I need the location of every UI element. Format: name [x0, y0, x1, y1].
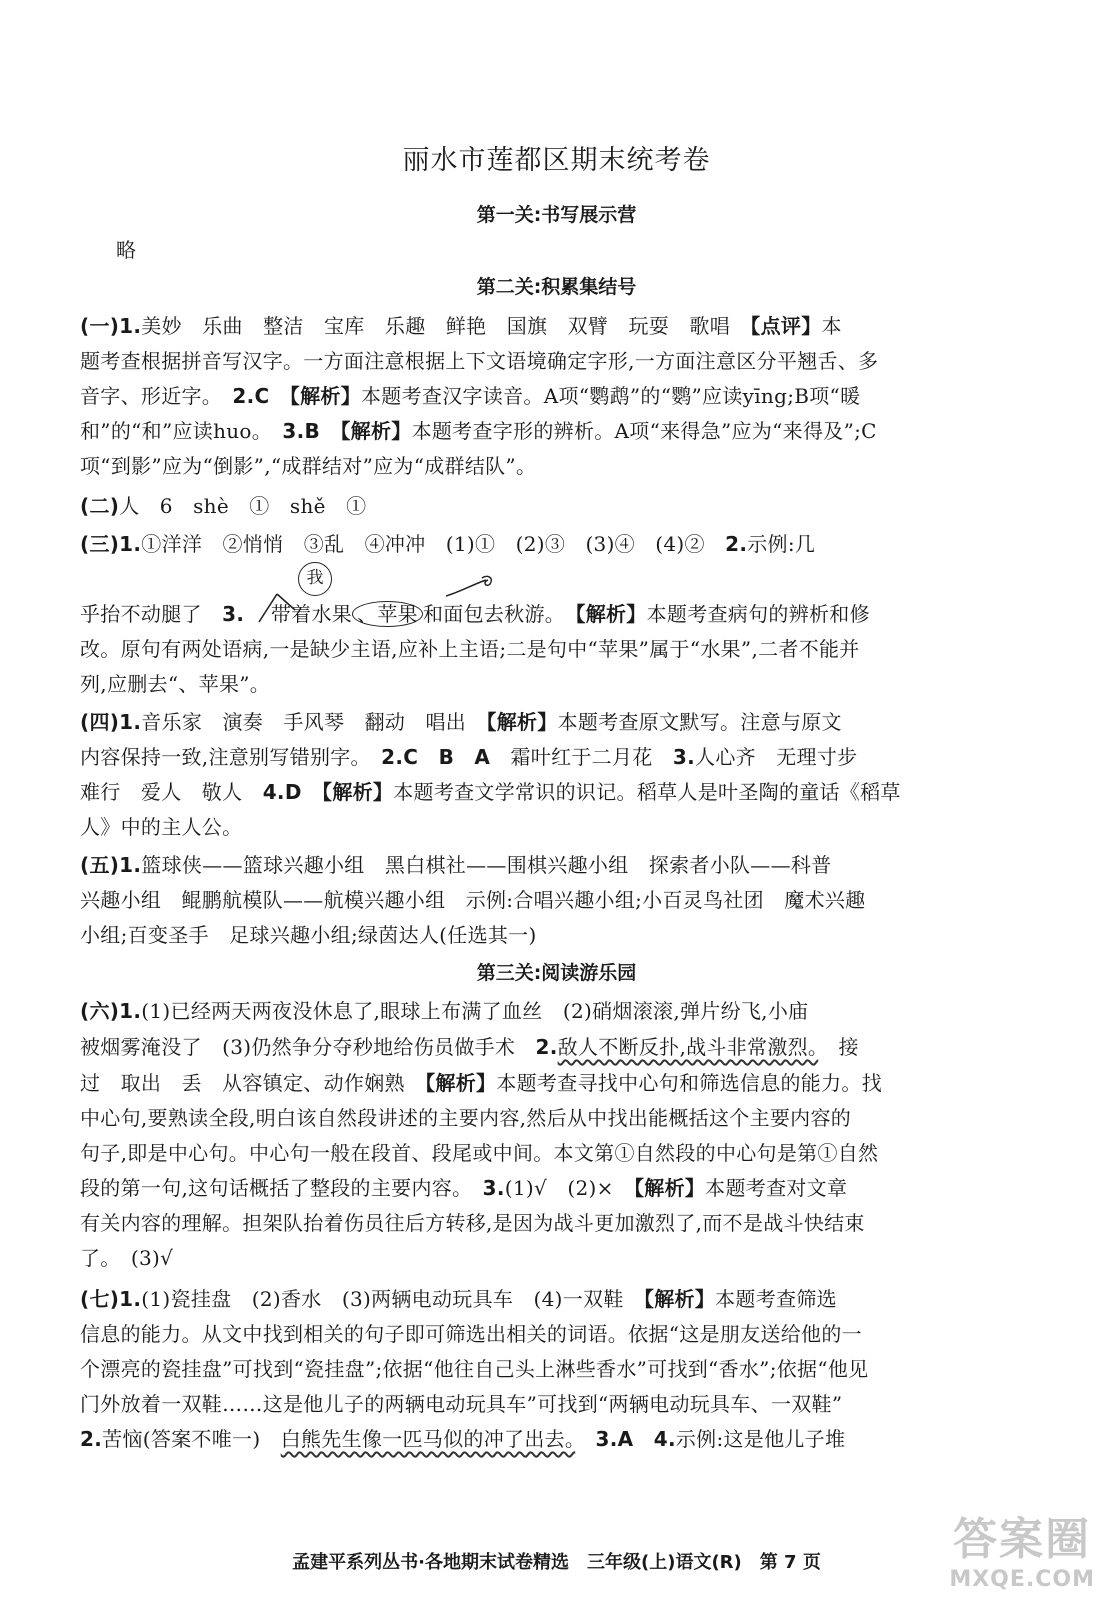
answer-text: 示例:几: [747, 532, 816, 556]
text-line: [80, 1423, 1053, 1452]
answer-text: 本题考查文学常识的识记。稻草人是叶圣陶的童话《稻草: [393, 780, 901, 804]
page-footer: 孟建平系列丛书·各地期末试卷精选 三年级(上)语文(R) 第 7 页: [292, 1552, 821, 1573]
answer-text: 美妙 乐曲 整洁 宝库 乐趣 鲜艳 国旗 双臂 玩耍 歌唱: [141, 314, 751, 338]
underlined-sentence: 敌人不断反扑,战斗非常激烈。: [557, 1035, 819, 1059]
answer-text: 霜叶红于二月花: [490, 745, 673, 769]
text-line: [80, 1283, 1053, 1312]
question-number: 2.: [535, 1035, 558, 1059]
answer-text: 本题考查寻找中心句和筛选信息的能力。找: [496, 1071, 883, 1095]
text-line: [80, 995, 1053, 1024]
answer-text: 带着水果: [270, 602, 353, 626]
answer-text: 段的第一句,这句话概括了整段的主要内容。: [80, 1176, 483, 1200]
text-line: 兴趣小组 鲲鹏航模队——航模兴趣小组 示例:合唱兴趣小组;小百灵鸟社团 魔术兴趣: [80, 888, 866, 912]
question-tag: (三)1.: [80, 532, 142, 556]
answer-text: 本题考查汉字读音。A项“鹦鹉”的“鹦”应读yīng;B项“暖: [361, 384, 861, 408]
answer-text: 本题考查字形的辨析。A项“来得急”应为“来得及”;C: [411, 419, 877, 443]
question-tag: (二): [80, 494, 120, 518]
question-tag: (四)1.: [80, 710, 142, 734]
analysis-tag: 3.B 【解析】: [282, 419, 412, 443]
question-tag: (五)1.: [80, 853, 142, 877]
answer-text: 篮球侠——篮球兴趣小组 黑白棋社——围棋兴趣小组 探索者小队——科普: [141, 853, 832, 877]
text-line: 句子,即是中心句。中心句一般在段首、段尾或中间。本文第①自然段的中心句是第①自然: [80, 1141, 879, 1165]
question-number: 3.: [222, 602, 245, 626]
answer-text: 乎抬不动腿了: [80, 602, 223, 626]
text-line: 中心句,要熟读全段,明白该自然段讲述的主要内容,然后从中找出能概括这个主要内容的: [80, 1106, 852, 1130]
text-line: 个漂亮的瓷挂盘”可找到“瓷挂盘”;依据“他往自己头上淋些香水”可找到“香水”;依据“他见: [80, 1357, 869, 1381]
text-line: [80, 741, 1053, 770]
text-line: [80, 1172, 1053, 1201]
text-line: 改。原句有两处语病,一是缺少主语,应补上主语;二是句中“苹果”属于“水果”,二者不能并: [80, 637, 860, 661]
analysis-tag: 【解析】: [425, 1071, 497, 1095]
answer-text: 人心齐 无理寸步: [695, 745, 858, 769]
answer-text: (1)瓷挂盘 (2)香水 (3)两辆电动玩具车 (4)一双鞋: [141, 1287, 644, 1311]
comment-tag: 【点评】: [750, 314, 822, 338]
text-line: [80, 598, 1053, 627]
answer-text: 本题考查病句的辨析和修: [646, 602, 870, 626]
answer-text: 音字、形近字。: [80, 384, 233, 408]
answer-text: 本: [821, 314, 842, 338]
page-title: 丽水市莲都区期末统考卷: [402, 145, 711, 176]
answer-text: ①洋洋 ②悄悄 ③乱 ④冲冲 (1)① (2)③ (3)④ (4)②: [141, 532, 726, 556]
answer-text: (1)√ (2)×: [504, 1176, 634, 1200]
underlined-sentence: 白熊先生像一匹马似的冲了出去。: [280, 1427, 576, 1451]
text-line: 小组;百变圣手 足球兴趣小组;绿茵达人(任选其一): [80, 923, 537, 947]
text-line: [80, 380, 1053, 409]
answer-text: 和面包去秋游。: [422, 602, 576, 626]
text-line: [80, 1031, 1053, 1060]
text-line: 门外放着一双鞋……这是他儿子的两辆电动玩具车”可找到“两辆电动玩具车、一双鞋”: [80, 1392, 843, 1416]
answer-text: 和”的“和”应读huo。: [80, 419, 283, 443]
answer-text: 本题考查筛选: [715, 1287, 837, 1311]
answer-text: 人 6 shè ① shě ①: [119, 494, 367, 518]
inserted-word-circle: 我: [298, 562, 332, 596]
analysis-tag: 2.C 【解析】: [232, 384, 361, 408]
text-line: [80, 528, 1053, 557]
answer-text: 被烟雾淹没了 (3)仍然争分夺秒地给伤员做手术: [80, 1035, 536, 1059]
question-number: 2.: [725, 532, 748, 556]
answer-text: 音乐家 演奏 手风琴 翻动 唱出: [141, 710, 487, 734]
question-number: 3.A 4.: [575, 1427, 676, 1451]
analysis-tag: 【解析】: [486, 710, 558, 734]
answer-text: 过 取出 丢 从容镇定、动作娴熟: [80, 1071, 426, 1095]
text-line: 人》中的主人公。: [80, 815, 243, 839]
section-1-body: 略: [116, 238, 137, 262]
question-number: 2.: [80, 1427, 103, 1451]
question-number: 3.: [482, 1176, 505, 1200]
text-line: 了。 (3)√: [80, 1246, 174, 1270]
watermark-logo: [949, 1503, 1095, 1592]
section-heading-3: 第三关:阅读游乐园: [476, 962, 637, 984]
answer-text: 苦恼(答案不唯一): [102, 1427, 281, 1451]
section-heading-1: 第一关:书写展示营: [476, 204, 637, 226]
text-line: [80, 776, 1053, 805]
answer-text: 示例:这是他儿子堆: [675, 1427, 846, 1451]
section-heading-2: 第二关:积累集结号: [476, 276, 637, 298]
answer-text: 内容保持一致,注意别写错别字。: [80, 745, 382, 769]
question-tag: (一)1.: [80, 314, 142, 338]
answer-text: 本题考查对文章: [705, 1176, 848, 1200]
text-line: [80, 415, 1053, 444]
text-line: [80, 1067, 1053, 1096]
analysis-tag: 4.D 【解析】: [262, 780, 394, 804]
analysis-tag: 【解析】: [575, 602, 647, 626]
question-number: 2.C B A: [381, 745, 491, 769]
text-line: 题考查根据拼音写汉字。一方面注意根据上下文语境确定字形,一方面注意区分平翘舌、多: [80, 349, 879, 373]
analysis-tag: 【解析】: [633, 1176, 706, 1200]
text-line: [80, 706, 1053, 735]
text-line: [80, 490, 1053, 519]
answer-text: 接: [818, 1035, 859, 1059]
answer-text: 难行 爱人 敬人: [80, 780, 263, 804]
text-line: 有关内容的理解。担架队抬着伤员往后方转移,是因为战斗更加激烈了,而不是战斗快结束: [80, 1211, 865, 1235]
text-line: 信息的能力。从文中找到相关的句子即可筛选出相关的词语。依据“这是朋友送给他的一: [80, 1322, 862, 1346]
text-line: [80, 310, 1053, 339]
watermark-text: 答案圈: [953, 1514, 1092, 1565]
answer-text: 本题考查原文默写。注意与原文: [557, 710, 842, 734]
text-line: 项“到影”应为“倒影”,“成群结对”应为“成群结队”。: [80, 454, 537, 478]
question-number: 3.: [672, 745, 696, 769]
watermark-url: MXQE.COM: [949, 1567, 1095, 1592]
text-line: [80, 849, 1053, 878]
deleted-word: 、苹果: [352, 601, 423, 627]
text-line: 列,应删去“、苹果”。: [80, 672, 271, 696]
question-tag: (六)1.: [80, 999, 142, 1023]
question-tag: (七)1.: [80, 1287, 142, 1311]
answer-text: (1)已经两天两夜没休息了,眼球上布满了血丝 (2)硝烟滚滚,弹片纷飞,小庙: [141, 999, 809, 1023]
analysis-tag: 【解析】: [643, 1287, 716, 1311]
